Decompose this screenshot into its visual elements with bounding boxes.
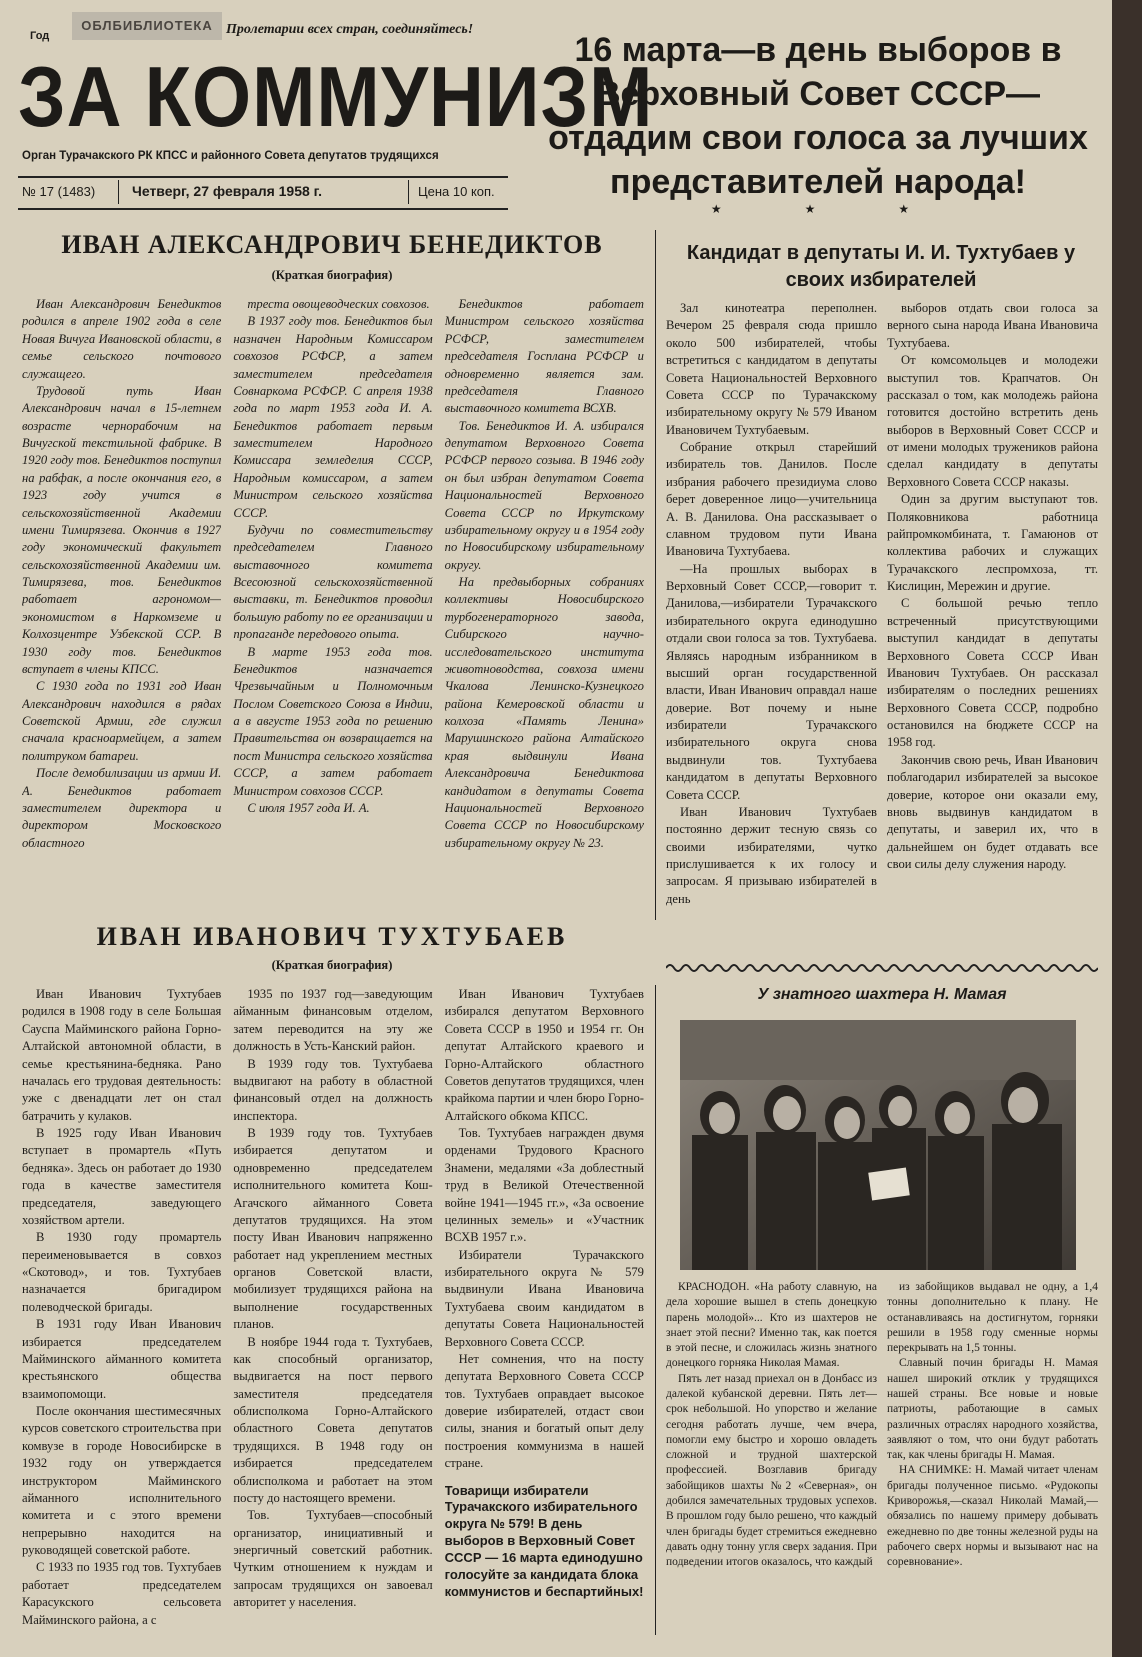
tukhtubaev-title: ИВАН ИВАНОВИЧ ТУХТУБАЕВ: [96, 922, 568, 951]
library-stamp: ОБЛБИБЛИОТЕКА: [72, 12, 222, 40]
date-divider: [408, 180, 409, 204]
newspaper-title: ЗА КОММУНИЗМ: [18, 49, 654, 145]
election-slogan: 16 марта—в день выборов в Верховный Совет СССР—отдадим свои голоса за лучших представителей народа!: [548, 31, 1088, 201]
issue-price: Цена 10 коп.: [418, 184, 495, 199]
meeting-col-2: выборов отдать свои голоса за верного сына народа Ивана Ивановича Тухтубаева. От комсомольцев и молодежи выступил тов. Крапчатов. Он рассказал о том, как молодежь района готовится достойно встретить день выборов в Верховный Совет СССР и от имени молодых тружеников района сделал кандидату в депутаты Верховного Совета СССР наказы. Один за другим выступают тов. Поляковникова работница райпромкомбината, т. Гамаюнов от коллектива рабочих и служащих Турачакского леспромхоза, тт. Кислицин, Мережин и другие. С большой речью тепло встреченный присутствующими выступил кандидат в депутаты Верховного Совета СССР Иван Иванович Тухтубаев. Он рассказал избирателям о последних решениях Верховного Совета СССР, подробно остановился на бюджете СССР на 1958 год. Закончив свою речь, Иван Иванович поблагодарил избирателей за высокое доверие, которое они оказали ему, вновь выдвинув кандидатом в депутаты, и заверил их, что в дальнейшем он будет отдавать все свои силы делу служения народу.: [887, 301, 1098, 871]
tukhtubaev-col-1: Иван Иванович Тухтубаев родился в 1908 году в селе Большая Сауспа Майминского района Горно-Алтайской автономной области, в семье крестьянина-бедняка. Рано началась его трудовая деятельность: уже с двенадцати лет он стал батрачить у кулаков. В 1925 году Иван Иванович вступает в промартель «Путь бедняка». Здесь он работает до 1930 года в качестве заместителя председателя, заведующего хозяйством артели. В 1930 году промартель переименовывается в совхоз «Скотовод», и тов. Тухтубаев назначается бригадиром полеводческой бригады. В 1931 году Иван Иванович избирается председателем Майминского айманного комитета крестьянского общества взаимопомощи. После окончания шестимесячных курсов советского строительства при комвузе в городе Новосибирске в 1932 году он утверждается инструктором Майминского айманного исполнительного комитета и с этого времени непрерывно находится на руководящей советской работе. С 1933 по 1935 год тов. Тухтубаев работает председателем Карасукского сельсовета Майминского района, а с: [22, 987, 222, 1627]
issue-number: № 17 (1483): [22, 184, 96, 199]
slogan-stars: ★ ★ ★: [710, 202, 950, 216]
miner-col-2: из забойщиков выдавал не одну, а 1,4 тонны дополнительно к плану. Не останавливаясь на достигнутом, горняки решили в 1958 году сменные нормы перекрывать на 1,5 тонны. Славный почин бригады Н. Мамая нашел широкий отклик у трудящихся нашей страны. Все новые и новые патриоты, работающие в самых различных отраслях народного хозяйства, заявляют о том, что они будут работать так, как члены бригады Н. Мамая. НА СНИМКЕ: Н. Мамай читает членам бригады полученное письмо. «Рудокопы Криворожья,—сказал Николай Мамай,—обязались по нашему примеру добывать ежедневно по две тонны железной руды на рабочего сверх нормы и вызывают нас на соревнование».: [887, 1281, 1098, 1569]
meeting-col-1: Зал кинотеатра переполнен. Вечером 25 февраля сюда пришло около 500 избирателей, чтобы встретиться с кандидатом в депутаты Совета Национальностей Верховного Совета СССР по Турачакскому избирательному округу № 579 Иваном Ивановичем Тухтубаевым. Собрание открыл старейший избиратель тов. Данилов. После избрания рабочего президиума слово берет доверенное лицо—учительница А. В. Данилова. Она рассказывает о славном трудовом пути Ивана Ивановича Тухтубаева. —На прошлых выборах в Верховный Совет СССР,—говорит т. Данилова,—избиратели Турачакского избирательного округа единодушно отдали свои голоса за тов. Тухтубаева. Являясь народным избранником в высший орган государственной власти, Иван Иванович оправдал наше доверие. Вот почему и ныне избиратели Турачакского избирательного округа снова выдвинули тов. Тухтубаева кандидатом в депутаты Верховного Совета СССР. Иван Иванович Тухтубаев постоянно держит тесную связь со своими избирателями, чутко прислушивается к их голосу и запросам. Я призываю избирателей в день: [666, 301, 877, 906]
benediktov-col-3: Бенедиктов работает Министром сельского хозяйства РСФСР, заместителем председателя Госплана РСФСР и одновременно является зам. председателя Главного выставочного комитета ВСХВ. Тов. Бенедиктов И. А. избирался депутатом Верховного Совета РСФСР первого созыва. В 1946 году он был избран депутатом Совета Национальностей Верховного Совета СССР по Иркутскому избирательному округу и в 1954 году по Новосибирскому избирательному округу. На предвыборных собраниях коллективы Новосибирского турбогенераторного завода, Сибирского научно-исследовательского института животноводства, совхоза имени Чкалова Ленинско-Кузнецкого района Кемеровской области и колхоза «Память Ленина» Марушинского района Алтайского края выдвинули Ивана Александровича Бенедиктова кандидатом в депутаты Совета Национальностей Верховного Совета СССР по Новосибирскому избирательному округу № 23.: [444, 297, 644, 850]
column-separator: [655, 230, 656, 920]
tukhtubaev-col-3: Иван Иванович Тухтубаев избирался депутатом Верховного Совета СССР в 1950 и 1954 гг. Он депутат Алтайского краевого и Горно-Алтайского областного Советов депутатов трудящихся, член крайкома партии и член бюро Горно-Алтайского обкома КПСС. Тов. Тухтубаев награжден двумя орденами Трудового Красного Знамени, медалями «За доблестный труд в Великой Отечественной войне 1941—1945 гг.», «За освоение целинных земель» и «Участник ВСХВ 1957 г.». Избиратели Турачакского избирательного округа № 579 выдвинули Ивана Ивановича Тухтубаева своим кандидатом в депутаты Совета Национальностей Верховного Совета СССР. Нет сомнения, что на посту депутата Верховного Совета СССР тов. Тухтубаев оправдает высокое доверие избирателей, отдаст свои силы, знания и богатый опыт делу построения коммунизма в нашей стране. Товарищи избиратели Турачакского избирательного округа № 579! В день выборов в Верховный Совет СССР — 16 марта единодушно голосуйте за кандидата блока коммунистов и беспартийных!: [444, 987, 644, 1599]
masthead-rule-top: [18, 176, 508, 178]
tukhtubaev-subtitle: (Краткая биография): [271, 958, 393, 972]
benediktov-col-2: треста овощеводческих совхозов. В 1937 году тов. Бенедиктов был назначен Народным Комиссаром совхозов РСФСР, а затем заместителем председателя Совнаркома РСФСР. С апреля 1938 года по март 1953 года И. А. Бенедиктов работает первым заместителем Народного Комиссара земледелия СССР, Народным комиссаром, а затем Министром сельского хозяйства СССР. Будучи по совместительству председателем Главного выставочного комитета Всесоюзной сельскохозяйственной выставки, т. Бенедиктов проводил большую работу по ее организации и пропаганде передового опыта. В марте 1953 года тов. Бенедиктов назначается Чрезвычайным и Полномочным Послом Советского Союза в Индии, а в августе 1953 года по решению Правительства он возвращается на пост Министра сельского хозяйства СССР, а затем работает Министром совхозов СССР. С июля 1957 года И. А.: [233, 297, 433, 815]
tukhtubaev-col-2: 1935 по 1937 год—заведующим айманным финансовым отделом, затем переводится на эту же должность в Усть-Канский район. В 1939 году тов. Тухтубаева выдвигают на работу в областной финансовый отдел на должность инспектора. В 1939 году тов. Тухтубаев избирается депутатом и одновременно председателем исполнительного комитета Кош-Агачского айманного Совета депутатов трудящихся. На этом посту Иван Иванович напряженно работает над укреплением местных органов Советской власти, мобилизует трудящихся района на выполнение государственных планов. В ноябре 1944 года т. Тухтубаев, как способный организатор, выдвигается на пост первого заместителя председателя облисполкома Горно-Алтайского областного Совета депутатов трудящихся. В 1948 году он избирается председателем облисполкома и работает на этом посту до настоящего времени. Тов. Тухтубаев—способный организатор, инициативный и энергичный советский работник. Чутким отношением к нуждам и запросам трудящихся он завоевал авторитет у населения.: [233, 987, 433, 1610]
voter-appeal: Товарищи избиратели Турачакского избирательного округа № 579! В день выборов в Верховный Совет СССР — 16 марта единодушно голосуйте за кандидата блока коммунистов и беспартийных!: [444, 1482, 644, 1599]
motto: Пролетарии всех стран, соединяйтесь!: [226, 22, 474, 37]
page-binding-edge: [1112, 0, 1142, 1657]
miner-title: У знатного шахтера Н. Мамая: [757, 986, 1007, 1003]
masthead-rule-bottom: [18, 208, 508, 210]
benediktov-body: [22, 296, 644, 900]
benediktov-col-1: Иван Александрович Бенедиктов родился в апреле 1902 года в селе Новая Вичуга Ивановской области, в семье сельского почтового служащего. Трудовой путь Иван Александрович начал в 15-летнем возрасте чернорабочим на Вичугской текстильной фабрике. В 1920 году тов. Бенедиктов поступил на рабфак, а после окончания его, в 1923 году учится в сельскохозяйственной Академии имени Тимирязева. Окончив в 1927 году экономический факультет сельскохозяйственной Академии им. Тимирязева, тов. Бенедиктов работает агрономом—экономистом в Наркомземе и Колхозцентре Узбекской ССР. В 1930 году тов. Бенедиктов вступает в члены КПСС. С 1930 года по 1931 год Иван Александрович находился в рядах Советской Армии, где служил сначала красноармейцем, а затем политруком батареи. После демобилизации из армии И. А. Бенедиктов работает заместителем директора и директором Московского областного: [22, 297, 222, 850]
miner-body: [666, 1280, 1098, 1640]
miners-photo: [680, 1020, 1076, 1270]
newspaper-subtitle: Орган Турачакского РК КПСС и районного Совета депутатов трудящихся: [22, 150, 439, 162]
miner-col-1: КРАСНОДОН. «На работу славную, на дела хорошие вышел в степь донецкую парень молодой»... Кто из шахтеров не знает этой песни? Именно так, как поется в этой песне, и сложилась жизнь знатного донецкого горняка Николая Мамая. Пять лет назад приехал он в Донбасс из далекой кубанской деревни. Пять лет—срок небольшой. Но упорство и желание сегодня работать лучше, чем вчера, помогли ему быстро и хорошо овладеть сложной и трудной шахтерской профессией. Возглавив бригаду забойщиков шахты №2 «Северная», он добился замечательных трудовых успехов. В прошлом году было решено, что каждый член бригады будет стремиться ежедневно давать одну тонну угля сверх задания. При подведении итогов оказалось, что каждый: [666, 1281, 877, 1569]
miner-separator: [655, 985, 656, 1635]
year-label: Год: [30, 30, 50, 42]
meeting-title: Кандидат в депутаты И. И. Тухтубаев у своих избирателей: [686, 242, 1076, 291]
wavy-divider: [666, 962, 1098, 974]
benediktov-subtitle: (Краткая биография): [271, 268, 393, 282]
tukhtubaev-body: [22, 986, 644, 1636]
meeting-body: [666, 300, 1098, 940]
benediktov-title: ИВАН АЛЕКСАНДРОВИЧ БЕНЕДИКТОВ: [61, 230, 603, 259]
issue-date: Четверг, 27 февраля 1958 г.: [132, 183, 322, 199]
issue-divider: [118, 180, 119, 204]
